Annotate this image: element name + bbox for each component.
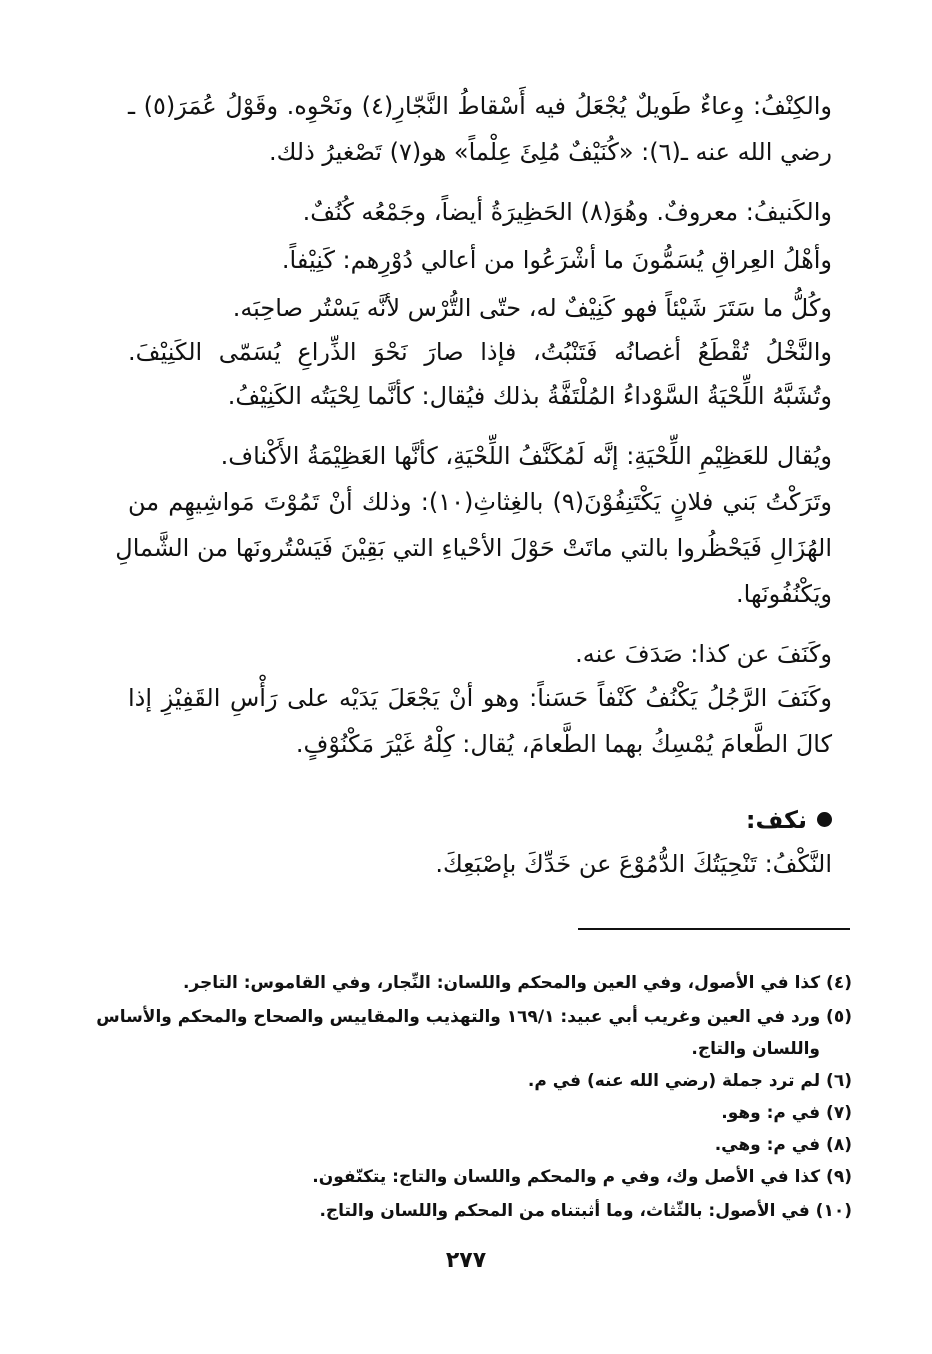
- page-number: ٢٧٧: [445, 1248, 487, 1273]
- footnote: (٤) كذا في الأصول، وفي العين والمحكم واللسان: النِّجار، وفي القاموس: التاجر.: [183, 973, 852, 993]
- text-line: وكَنَفَ عن كذا: صَدَفَ عنه.: [575, 640, 832, 668]
- text-line: وتَرَكْتُ بَني فلانٍ يَكْتَنِفُوْنَ(٩) بالغِثاثِ(١٠): وذلك أنْ تَمُوْتَ مَواشِيهِم من: [128, 488, 832, 516]
- text-line: ويُقال للعَظِيْمِ اللِّحْيَةِ: إنَّه لَمُكَنَّفُ اللِّحْيَةِ، كأنَّها العَظِيْمَةُ الأَكْناف.: [220, 442, 832, 470]
- text-line: والكَنيفُ: معروفٌ. وهُوَ(٨) الحَظِيرَةُ أيضاً، وجَمْعُه كُنُفٌ.: [302, 198, 832, 226]
- text-line: وأهْلُ العِراقِ يُسَمُّونَ ما أشْرَعُوا من أعالي دُوْرِهم: كَنِيْفاً.: [281, 246, 832, 274]
- text-line: وتُشَبَّهُ اللِّحْيَةُ السَّوْداءُ المُلْتَفَّةُ بذلك فيُقال: كأنَّما لِحْيَتُه الكَنِيْفُ.: [227, 382, 832, 410]
- text-line: والنَّخْلُ تُقْطَعُ أغصانُه فَتَنْبُتُ، فإذا صارَ نَحْوَ الذِّراعِ يُسَمّى الكَنِيْفَ.: [128, 338, 832, 366]
- footnote: (١٠) في الأصول: بالثّثاث، وما أثبتناه من المحكم واللسان والتاج.: [319, 1201, 852, 1221]
- footnote-divider: [578, 928, 850, 930]
- footnote: (٥) ورد في العين وغريب أبي عبيد: ١٦٩/١ والتهذيب والمقاييس والصحاح والمحكم والأساس: [96, 1007, 852, 1027]
- entry-heading-label: نكف:: [745, 806, 807, 834]
- footnote: (٦) لم ترد جملة (رضي الله عنه) في م.: [527, 1071, 852, 1091]
- footnote: (٨) في م: وهي.: [714, 1135, 852, 1155]
- text-line: وكُلُّ ما سَتَرَ شَيْئاً فهو كَنِيْفٌ له، حتّى التُّرْس لأنَّه يَسْتُر صاحِبَه.: [232, 294, 832, 322]
- text-line: والكِنْفُ: وِعاءٌ طَويلٌ يُجْعَلُ فيه أَسْقاطُ النَّجّارِ(٤) ونَحْوِه. وقَوْلُ عُمَرَ(٥) ـ: [128, 92, 833, 120]
- entry-heading: [128, 802, 832, 838]
- text-line: وكَنَفَ الرَّجُلُ يَكْنُفُ كَنْفاً حَسَناً: وهو أنْ يَجْعَلَ يَدَيْه على رَأْسِ القَفِيْزِ إذا: [128, 684, 832, 712]
- footnote: (٩) كذا في الأصل وك، وفي م والمحكم واللسان والتاج: يتكنّفون.: [312, 1167, 852, 1187]
- text-line: النَّكْفُ: تَنْحِيَتُكَ الدُّمُوْعَ عن خَدِّكَ بإصْبَعِكَ.: [435, 850, 832, 878]
- footnote: (٧) في م: وهو.: [721, 1103, 852, 1123]
- text-line: الهُزَالِ فَيَحْظُروا بالتي ماتَتْ حَوْلَ الأحْياءِ التي بَقِيْنَ فَيَسْتُرونَها من الشَّمالِ: [115, 534, 832, 562]
- text-line: ويَكْنُفُونَها.: [736, 580, 832, 608]
- footnote: واللسان والتاج.: [691, 1039, 820, 1059]
- bullet-icon: [817, 812, 832, 827]
- text-line: كالَ الطَّعامَ يُمْسِكُ بهما الطَّعامَ، يُقال: كِلْهُ غَيْرَ مَكْنُوْفٍ.: [295, 730, 832, 758]
- text-line: رضي الله عنه ـ(٦): «كُنَيْفٌ مُلِئَ عِلْماً» هو(٧) تَصْغيرُ ذلك.: [268, 138, 832, 166]
